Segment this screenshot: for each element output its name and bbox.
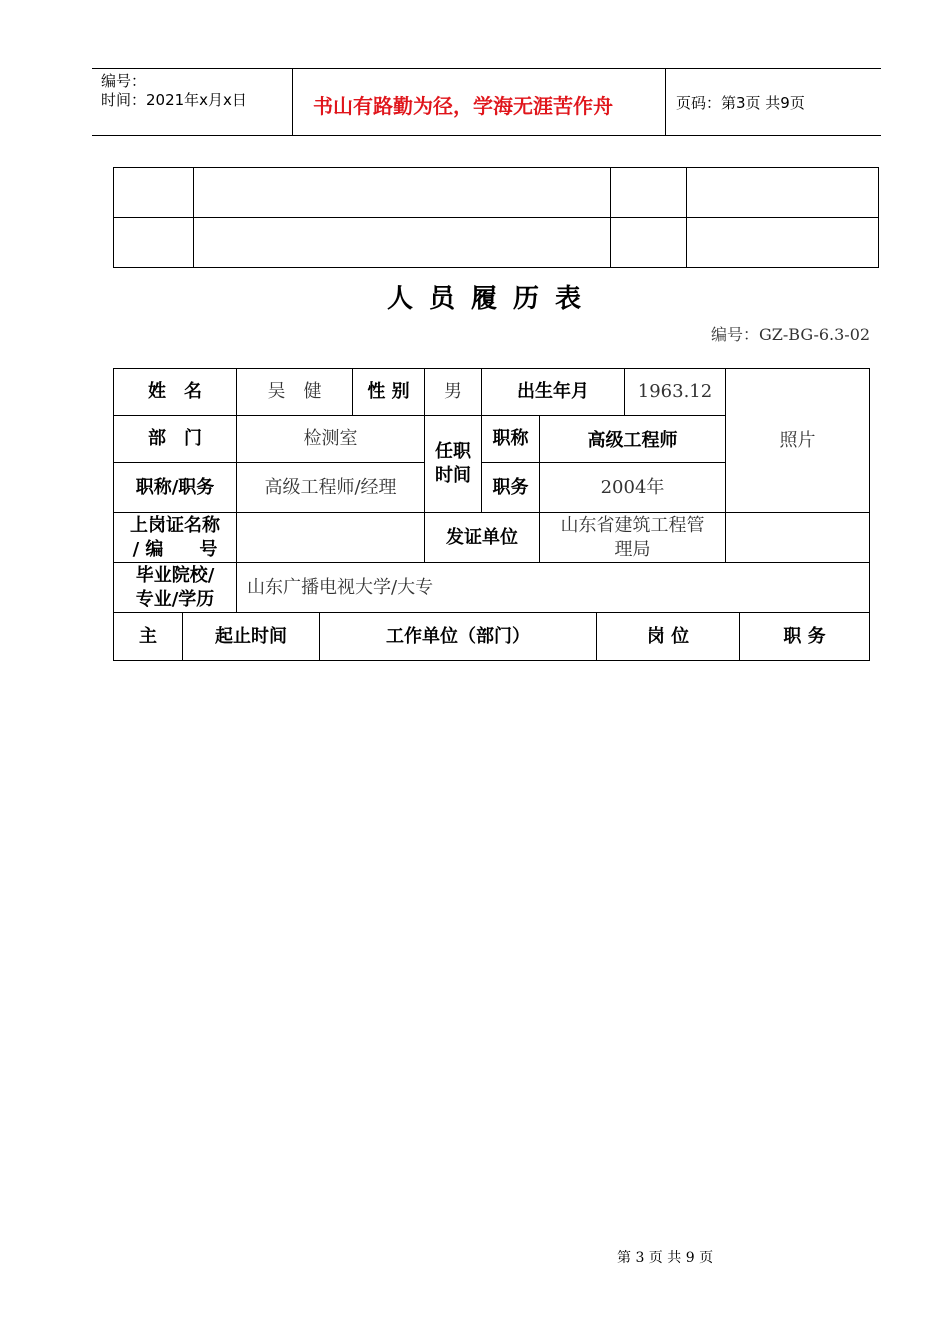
school-label xyxy=(114,563,237,613)
cell xyxy=(114,168,194,218)
continuation-table xyxy=(113,167,879,268)
cell xyxy=(611,218,687,268)
history-col-main: 主 xyxy=(114,613,183,661)
school-value: 山东广播电视大学/大专 xyxy=(237,563,870,613)
cert-value xyxy=(237,513,425,563)
cell xyxy=(687,218,879,268)
cell xyxy=(194,168,611,218)
cell xyxy=(611,168,687,218)
header-date: 时间：2021年x月x日 xyxy=(101,91,247,109)
title-label: 职称 xyxy=(482,416,540,463)
dept-value: 检测室 xyxy=(237,416,425,463)
cell xyxy=(687,168,879,218)
cell xyxy=(114,218,194,268)
dept-label: 部 门 xyxy=(114,416,237,463)
birth-value: 1963.12 xyxy=(625,369,726,416)
header-divider-right xyxy=(665,68,666,135)
photo-label: 照片 xyxy=(779,429,816,451)
continuation-row xyxy=(114,168,879,218)
document-title: 人员履历表 xyxy=(387,284,598,314)
footer-page-number: 第 3 页 共 9 页 xyxy=(617,1250,714,1266)
photo-bottom-cell xyxy=(726,513,870,563)
tenure-label: 任职时间 xyxy=(425,416,482,513)
row-basic xyxy=(114,369,870,416)
issuer-value-line1: 山东省建筑工程管 xyxy=(560,514,705,536)
row-school xyxy=(114,563,870,613)
history-col-post: 岗 位 xyxy=(597,613,740,661)
cell xyxy=(194,218,611,268)
header-number-label: 编号： xyxy=(101,72,147,90)
document-number: 编号：GZ-BG-6.3-02 xyxy=(711,325,871,344)
history-table xyxy=(113,612,870,661)
history-header-row xyxy=(114,613,870,661)
history-col-period: 起止时间 xyxy=(183,613,320,661)
title-value: 高级工程师 xyxy=(540,416,726,463)
header-divider-left xyxy=(292,68,293,135)
photo-cell xyxy=(726,369,870,513)
title-duty-label: 职称/职务 xyxy=(114,463,237,513)
continuation-row xyxy=(114,218,879,268)
gender-label: 性 别 xyxy=(353,369,425,416)
header-motto: 书山有路勤为径，学海无涯苦作舟 xyxy=(313,94,613,118)
duty-label: 职务 xyxy=(482,463,540,513)
history-col-unit: 工作单位（部门） xyxy=(320,613,597,661)
name-value: 吴 健 xyxy=(237,369,353,416)
header-top-rule xyxy=(92,68,881,69)
school-label-line2: 专业/学历 xyxy=(135,588,215,610)
resume-table xyxy=(113,368,870,613)
header-page-info: 页码：第3页 共9页 xyxy=(676,94,805,112)
duty-value: 2004年 xyxy=(540,463,726,513)
cert-label xyxy=(114,513,237,563)
school-label-line1: 毕业院校/ xyxy=(135,564,215,586)
history-col-duty: 职 务 xyxy=(740,613,870,661)
issuer-value xyxy=(540,513,726,563)
birth-label: 出生年月 xyxy=(482,369,625,416)
cert-label-line1: 上岗证名称 xyxy=(130,514,220,536)
issuer-value-line2: 理局 xyxy=(614,538,651,560)
header-bottom-rule xyxy=(92,135,881,136)
title-duty-value: 高级工程师/经理 xyxy=(237,463,425,513)
issuer-label: 发证单位 xyxy=(425,513,540,563)
cert-label-line2: / 编 号 xyxy=(132,538,218,560)
gender-value: 男 xyxy=(425,369,482,416)
row-cert xyxy=(114,513,870,563)
name-label: 姓 名 xyxy=(114,369,237,416)
